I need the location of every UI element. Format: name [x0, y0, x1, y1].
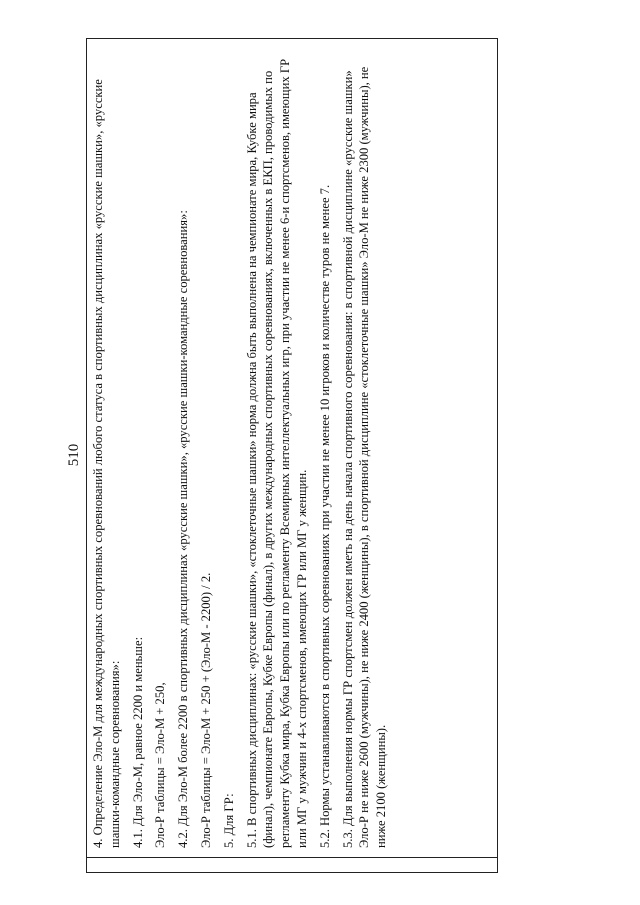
formula-4-1: Эло-Р таблицы = Эло-М + 250, — [153, 682, 168, 848]
table-content-cell — [87, 39, 497, 856]
table-frame — [86, 38, 498, 873]
paragraph-4: 4. Определение Эло-М для международных спортивных соревнований любого статуса в спортивных дисциплинах «русские шашки», «русские шашки-командные соревнования»: — [91, 79, 122, 848]
formula-4-2: Эло-Р таблицы = Эло-М + 250 + (Эло-М - 2200) / 2. — [198, 572, 213, 848]
table-left-column — [87, 857, 497, 872]
paragraph-5-2: 5.2. Нормы устанавливаются в спортивных соревнованиях при участии не менее 10 игроков и количестве туров не менее 7. — [317, 184, 332, 848]
paragraph-5-1: 5.1. В спортивных дисциплинах: «русские шашки», «стоклеточные шашки» норма должна быть выполнена на чемпионате мира, Кубке мира (финал), чемпионате Европы, Кубке Европы (финал), в других международных спортивных соревнованиях, включенных в ЕКП, проводимых по регламенту Кубка мира, Кубка Европы или по регламенту Всемирных интеллектуальных игр, при участии не менее 6-и спортсменов, имеющих ГР или МГ у мужчин и 4-х спортсменов, имеющих ГР или МГ у женщин. — [244, 58, 309, 848]
paragraph-5: 5. Для ГР: — [221, 793, 236, 848]
paragraph-5-3: 5.3. Для выполнения нормы ГР спортсмен должен иметь на день начала спортивного соревнования: в спортивной дисциплине «русские шашки» Эло-Р не ниже 2600 (мужчины), не ниже 2400 (женщины), в спортивной дисциплине «стоклеточные шашки» Эло-М не ниже 2300 (мужчины), не ниже 2100 (женщины). — [340, 66, 389, 848]
rotated-sheet — [60, 25, 580, 885]
paragraph-4-2: 4.2. Для Эло-М более 2200 в спортивных дисциплинах «русские шашки», «русские шашки-командные соревнования»: — [176, 210, 191, 848]
paragraph-4-1: 4.1. Для Эло-М, равное 2200 и меньше: — [130, 636, 145, 848]
page-number: 510 — [66, 443, 82, 467]
